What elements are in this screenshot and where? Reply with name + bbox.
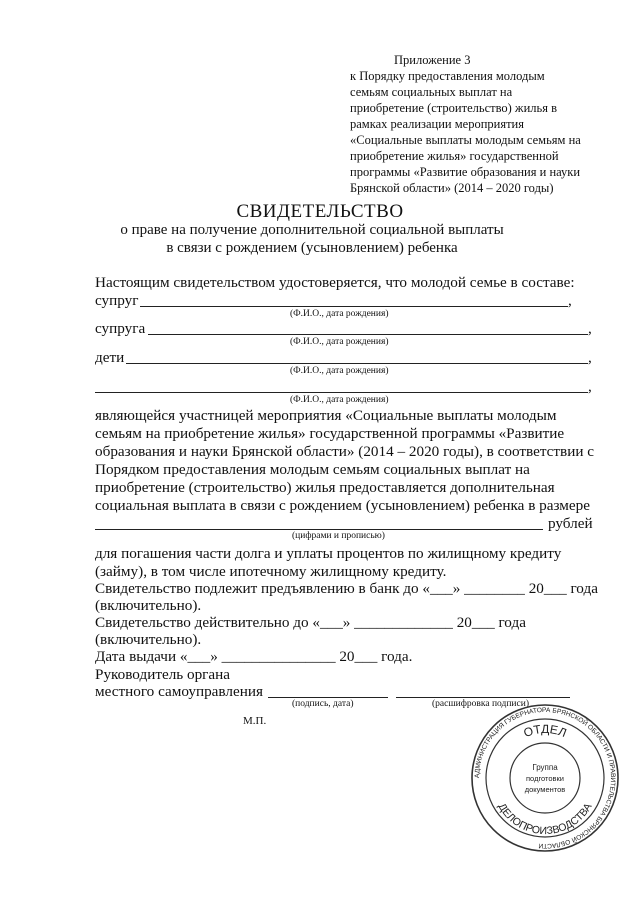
appendix-line: приобретение жилья» государственной — [350, 149, 559, 163]
appendix-line: программы «Развитие образования и науки — [350, 165, 581, 179]
bank-inclusive: (включительно). — [95, 597, 202, 614]
comma: , — [588, 378, 592, 395]
stamp-top-text: ОТДЕЛ — [521, 721, 569, 741]
issue-date: Дата выдачи «___» _______________ 20___ года. — [95, 648, 413, 665]
paragraph-line: являющейся участницей мероприятия «Социальные выплаты молодым — [95, 407, 557, 424]
fio-hint: (Ф.И.О., дата рождения) — [290, 309, 389, 319]
rubles-label: рублей — [548, 515, 593, 532]
comma: , — [568, 292, 572, 309]
paragraph-line: Порядком предоставления молодым семьям социальных выплат на — [95, 461, 530, 478]
appendix-line: «Социальные выплаты молодым семьям на — [350, 133, 581, 147]
document-title: СВИДЕТЕЛЬСТВО — [236, 201, 404, 222]
valid-inclusive: (включительно). — [95, 631, 202, 648]
purpose-line: (займу), в том числе ипотечному жилищному кредиту. — [95, 563, 447, 580]
document-subtitle: о праве на получение дополнительной социальной выплаты — [120, 222, 504, 238]
comma: , — [588, 320, 592, 337]
stamp-bottom-text: ДЕЛОПРОИЗВОДСТВА — [495, 801, 595, 838]
appendix-line: рамках реализации мероприятия — [350, 117, 524, 131]
stamp-outer-text: АДМИНИСТРАЦИЯ ГУБЕРНАТОРА БРЯНСКОЙ ОБЛАСТИ И ПРАВИТЕЛЬСТВА БРЯНСКОЙ ОБЛАСТИ — [473, 706, 617, 850]
amount-field[interactable] — [95, 529, 543, 530]
appendix-line: к Порядку предоставления молодым — [350, 69, 545, 83]
spouse2-label: супруга — [95, 320, 146, 337]
paragraph-line: образования и науки Брянской области» (2014 – 2020 годы), в соответствии с — [95, 443, 594, 460]
comma: , — [588, 349, 592, 366]
appendix-line: семьям социальных выплат на — [350, 85, 513, 99]
seal-place: М.П. — [243, 715, 267, 727]
valid-until: Свидетельство действительно до «___» _____________ 20___ года — [95, 614, 526, 631]
paragraph-line: социальная выплата в связи с рождением (усыновлением) ребенка в размере — [95, 497, 590, 514]
appendix-header — [350, 52, 600, 196]
document-subtitle-2: в связи с рождением (усыновлением) ребенка — [166, 240, 458, 256]
paragraph-line: приобретение (строительство) жилья предоставляется дополнительная — [95, 479, 555, 496]
spouse-label: супруг — [95, 292, 139, 309]
children-field-2[interactable] — [95, 392, 588, 393]
fio-hint: (Ф.И.О., дата рождения) — [290, 337, 389, 347]
spouse-field[interactable] — [140, 306, 568, 307]
appendix-line: приобретение (строительство) жилья в — [350, 101, 557, 115]
spouse2-field[interactable] — [148, 334, 588, 335]
children-field[interactable] — [126, 363, 588, 364]
paragraph-line: семьям на приобретение жилья» государственной программы «Развитие — [95, 425, 565, 442]
signature-decode-field[interactable] — [396, 697, 570, 698]
signature-field[interactable] — [268, 697, 388, 698]
fio-hint: (Ф.И.О., дата рождения) — [290, 395, 389, 405]
appendix-line: Приложение 3 — [394, 53, 471, 67]
head-title: Руководитель органа — [95, 666, 231, 683]
head-title-2: местного самоуправления — [95, 683, 263, 700]
appendix-line: Брянской области» (2014 – 2020 годы) — [350, 181, 554, 195]
children-label: дети — [95, 349, 125, 366]
stamp-center-line: Группа — [532, 763, 558, 772]
purpose-line: для погашения части долга и уплаты процентов по жилищному кредиту — [95, 545, 562, 562]
sign-hint: (подпись, дата) — [292, 699, 354, 709]
stamp-center-line: документов — [524, 785, 566, 794]
bank-deadline: Свидетельство подлежит предъявлению в банк до «___» ________ 20___ года — [95, 580, 598, 597]
stamp-center-line: подготовки — [526, 774, 564, 783]
decode-hint: (расшифровка подписи) — [432, 699, 529, 709]
intro-text: Настоящим свидетельством удостоверяется, что молодой семье в составе: — [95, 274, 575, 291]
amount-hint: (цифрами и прописью) — [292, 531, 385, 541]
office-stamp — [470, 703, 620, 853]
fio-hint: (Ф.И.О., дата рождения) — [290, 366, 389, 376]
